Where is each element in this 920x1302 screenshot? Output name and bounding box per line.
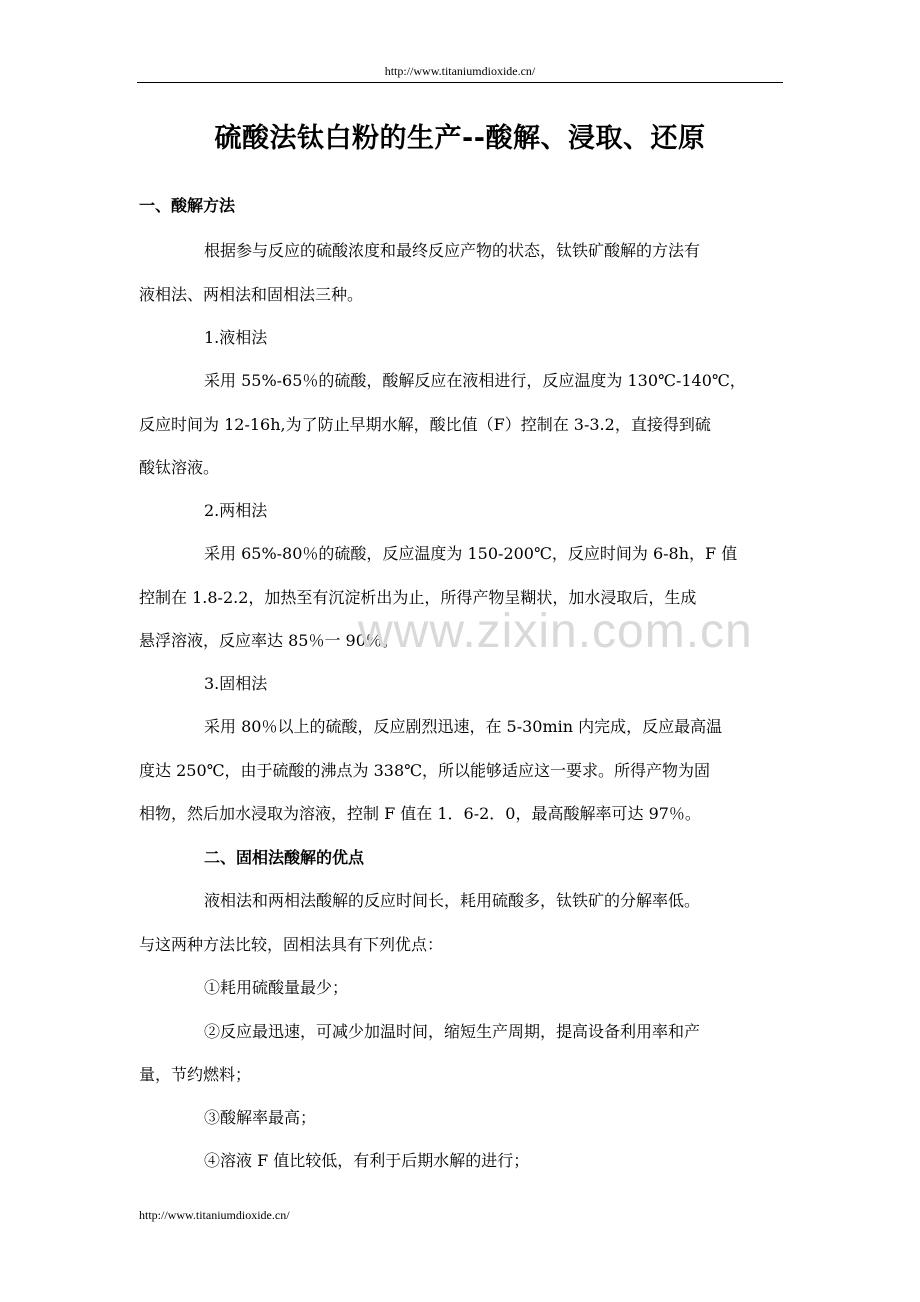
advantage-item: ④溶液 F 值比较低，有利于后期水解的进行； (204, 1151, 530, 1170)
paragraph-line: 控制在 1.8-2.2，加热至有沉淀析出为止，所得产物呈糊状，加水浸取后，生成 (139, 588, 697, 607)
paragraph-line: 酸钛溶液。 (139, 458, 220, 477)
paragraph-line: 液相法、两相法和固相法三种。 (139, 285, 364, 304)
advantage-item: ②反应最迅速，可减少加温时间，缩短生产周期，提高设备利用率和产 (204, 1022, 701, 1041)
paragraph-line: 相物，然后加水浸取为溶液，控制 F 值在 1．6-2．0，最高酸解率可达 97％。 (139, 804, 701, 823)
watermark: www.zixin.com.cn (358, 605, 753, 658)
paragraph-line: 与这两种方法比较，固相法具有下列优点： (139, 935, 444, 954)
section-heading-acid-methods: 一、酸解方法 (139, 196, 236, 215)
page-title: 硫酸法钛白粉的生产--酸解、浸取、还原 (214, 123, 706, 154)
paragraph-line: 悬浮溶液，反应率达 85％一 90％。 (139, 631, 398, 650)
advantage-item: ①耗用硫酸量最少； (204, 978, 349, 997)
paragraph-line: 反应时间为 12-16h,为了防止早期水解，酸比值（F）控制在 3-3.2，直接得到硫 (139, 415, 711, 434)
paragraph-line: 采用 80％以上的硫酸，反应剧烈迅速，在 5-30min 内完成，反应最高温 (204, 717, 723, 736)
subheading-liquid-phase: 1.液相法 (204, 328, 268, 347)
advantage-item-continuation: 量，节约燃料； (139, 1065, 252, 1084)
paragraph-line: 根据参与反应的硫酸浓度和最终反应产物的状态，钛铁矿酸解的方法有 (204, 241, 701, 260)
footer-url: http://www.titaniumdioxide.cn/ (139, 1208, 290, 1222)
subheading-two-phase: 2.两相法 (204, 501, 268, 520)
paragraph-line: 采用 65%-80％的硫酸，反应温度为 150-200℃，反应时间为 6-8h，F 值 (204, 544, 738, 563)
paragraph-line: 度达 250℃，由于硫酸的沸点为 338℃，所以能够适应这一要求。所得产物为固 (139, 761, 711, 780)
section-heading-advantages: 二、固相法酸解的优点 (204, 848, 365, 867)
advantage-item: ③酸解率最高； (204, 1108, 317, 1127)
paragraph-line: 液相法和两相法酸解的反应时间长，耗用硫酸多，钛铁矿的分解率低。 (204, 891, 701, 910)
header-divider (137, 82, 783, 83)
header-url: http://www.titaniumdioxide.cn/ (384, 64, 536, 78)
paragraph-line: 采用 55%-65％的硫酸，酸解反应在液相进行，反应温度为 130℃-140℃， (204, 371, 746, 390)
subheading-solid-phase: 3.固相法 (204, 674, 268, 693)
